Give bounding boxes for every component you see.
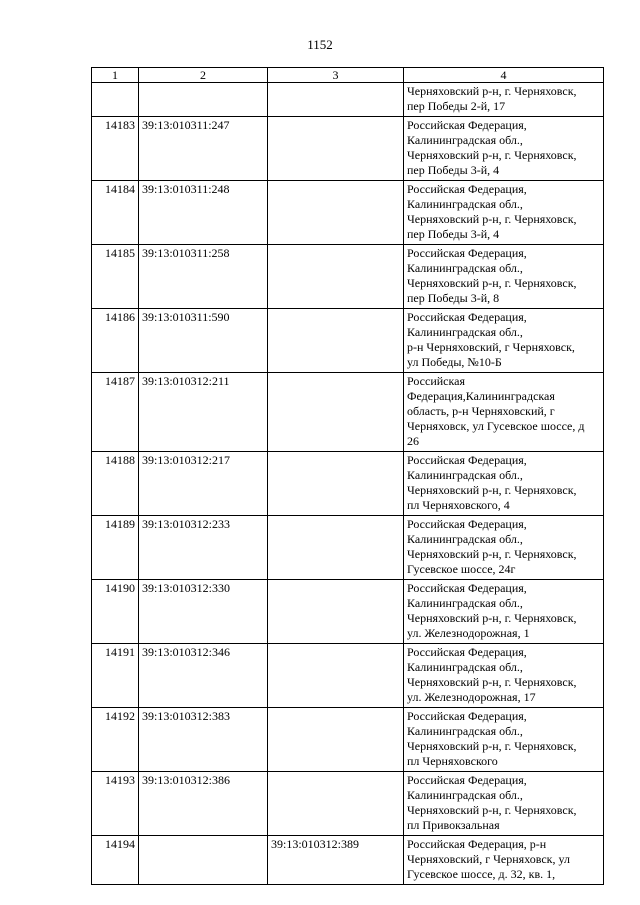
address-line: Черняховский р-н, г. Черняховск, [407,212,577,226]
table-row [92,644,604,708]
address-line: Черняховск, ул Гусевское шоссе, д [407,419,585,433]
table-body [92,83,604,885]
row-number: 14193 [92,772,139,836]
address-line: Российская Федерация, р-н [407,837,547,851]
related-cadastral-number [268,516,404,580]
row-number: 14183 [92,117,139,181]
table-row [92,373,604,452]
address-line: Черняховский р-н, г. Черняховск, [407,547,577,561]
table-row [92,452,604,516]
column-header-4: 4 [404,68,604,83]
address-line: Черняховский р-н, г. Черняховск, [407,675,577,689]
related-cadastral-number [268,83,404,117]
address-line: Калининградская обл., [407,788,523,802]
address-line: Российская [407,374,465,388]
cadastral-number [139,83,268,117]
address-line: Черняховский р-н, г. Черняховск, [407,148,577,162]
cadastral-number: 39:13:010312:386 [139,772,268,836]
column-header-2: 2 [139,68,268,83]
cadastral-number: 39:13:010311:258 [139,245,268,309]
cadastral-number: 39:13:010311:247 [139,117,268,181]
address-line: ул. Железнодорожная, 17 [407,690,536,704]
row-number [92,83,139,117]
address-line: Калининградская обл., [407,596,523,610]
address-line: Черняховский р-н, г. Черняховск, [407,611,577,625]
related-cadastral-number [268,117,404,181]
address-line: пер Победы 3-й, 4 [407,227,500,241]
address-line: Калининградская обл., [407,468,523,482]
related-cadastral-number: 39:13:010312:389 [268,836,404,885]
address-cell [404,836,604,885]
address-line: 26 [407,434,419,448]
address-cell [404,117,604,181]
cadastral-number: 39:13:010312:383 [139,708,268,772]
address-cell [404,644,604,708]
row-number: 14187 [92,373,139,452]
address-cell [404,245,604,309]
address-cell [404,373,604,452]
cadastral-number [139,836,268,885]
address-line: р-н Черняховский, г Черняховск, [407,340,575,354]
row-number: 14190 [92,580,139,644]
address-line: Калининградская обл., [407,532,523,546]
related-cadastral-number [268,708,404,772]
table-row [92,181,604,245]
address-line: Российская Федерация, [407,645,527,659]
address-line: пер Победы 2-й, 17 [407,99,506,113]
table-row [92,245,604,309]
table-row [92,580,604,644]
table-row [92,309,604,373]
row-number: 14189 [92,516,139,580]
column-header-3: 3 [268,68,404,83]
table-row [92,836,604,885]
address-cell [404,309,604,373]
address-line: пер Победы 3-й, 8 [407,291,500,305]
address-cell [404,83,604,117]
cadastral-number: 39:13:010311:590 [139,309,268,373]
address-line: область, р-н Черняховский, г [407,404,555,418]
address-line: Калининградская обл., [407,325,523,339]
address-line: Российская Федерация, [407,182,527,196]
address-cell [404,772,604,836]
row-number: 14184 [92,181,139,245]
address-cell [404,580,604,644]
address-line: Калининградская обл., [407,133,523,147]
address-line: Черняховский р-н, г. Черняховск, [407,803,577,817]
address-line: пл Черняховского [407,754,498,768]
cadastral-number: 39:13:010312:346 [139,644,268,708]
related-cadastral-number [268,772,404,836]
registry-table [91,67,604,885]
related-cadastral-number [268,452,404,516]
cadastral-number: 39:13:010312:233 [139,516,268,580]
table-row [92,83,604,117]
address-line: Российская Федерация, [407,773,527,787]
row-number: 14192 [92,708,139,772]
row-number: 14188 [92,452,139,516]
address-line: Российская Федерация, [407,310,527,324]
cadastral-number: 39:13:010311:248 [139,181,268,245]
address-line: Российская Федерация, [407,453,527,467]
address-cell [404,452,604,516]
header-row [92,68,604,83]
address-cell [404,708,604,772]
cadastral-number: 39:13:010312:211 [139,373,268,452]
row-number: 14191 [92,644,139,708]
address-line: Российская Федерация, [407,118,527,132]
address-line: Черняховский р-н, г. Черняховск, [407,483,577,497]
address-line: Черняховский р-н, г. Черняховск, [407,84,577,98]
address-line: Федерация,Калининградская [407,389,555,403]
address-line: Калининградская обл., [407,660,523,674]
address-line: Гусевское шоссе, 24г [407,562,516,576]
related-cadastral-number [268,181,404,245]
row-number: 14194 [92,836,139,885]
related-cadastral-number [268,245,404,309]
page-number: 1152 [307,37,333,52]
related-cadastral-number [268,373,404,452]
column-header-1: 1 [92,68,139,83]
row-number: 14185 [92,245,139,309]
address-line: ул Победы, №10-Б [407,355,502,369]
address-line: Черняховский р-н, г. Черняховск, [407,739,577,753]
address-line: Российская Федерация, [407,709,527,723]
address-line: Российская Федерация, [407,246,527,260]
address-line: Калининградская обл., [407,197,523,211]
address-line: Калининградская обл., [407,724,523,738]
related-cadastral-number [268,644,404,708]
address-line: пл Черняховского, 4 [407,498,510,512]
address-line: ул. Железнодорожная, 1 [407,626,530,640]
table-row [92,708,604,772]
related-cadastral-number [268,580,404,644]
related-cadastral-number [268,309,404,373]
address-line: Российская Федерация, [407,581,527,595]
address-line: пл Привокзальная [407,818,500,832]
address-line: Черняховский р-н, г. Черняховск, [407,276,577,290]
address-line: Гусевское шоссе, д. 32, кв. 1, [407,867,556,881]
address-line: Калининградская обл., [407,261,523,275]
address-cell [404,181,604,245]
address-line: пер Победы 3-й, 4 [407,163,500,177]
table-row [92,516,604,580]
row-number: 14186 [92,309,139,373]
cadastral-number: 39:13:010312:330 [139,580,268,644]
table-row [92,117,604,181]
address-line: Российская Федерация, [407,517,527,531]
address-cell [404,516,604,580]
address-line: Черняховский, г Черняховск, ул [407,852,570,866]
table-row [92,772,604,836]
cadastral-number: 39:13:010312:217 [139,452,268,516]
